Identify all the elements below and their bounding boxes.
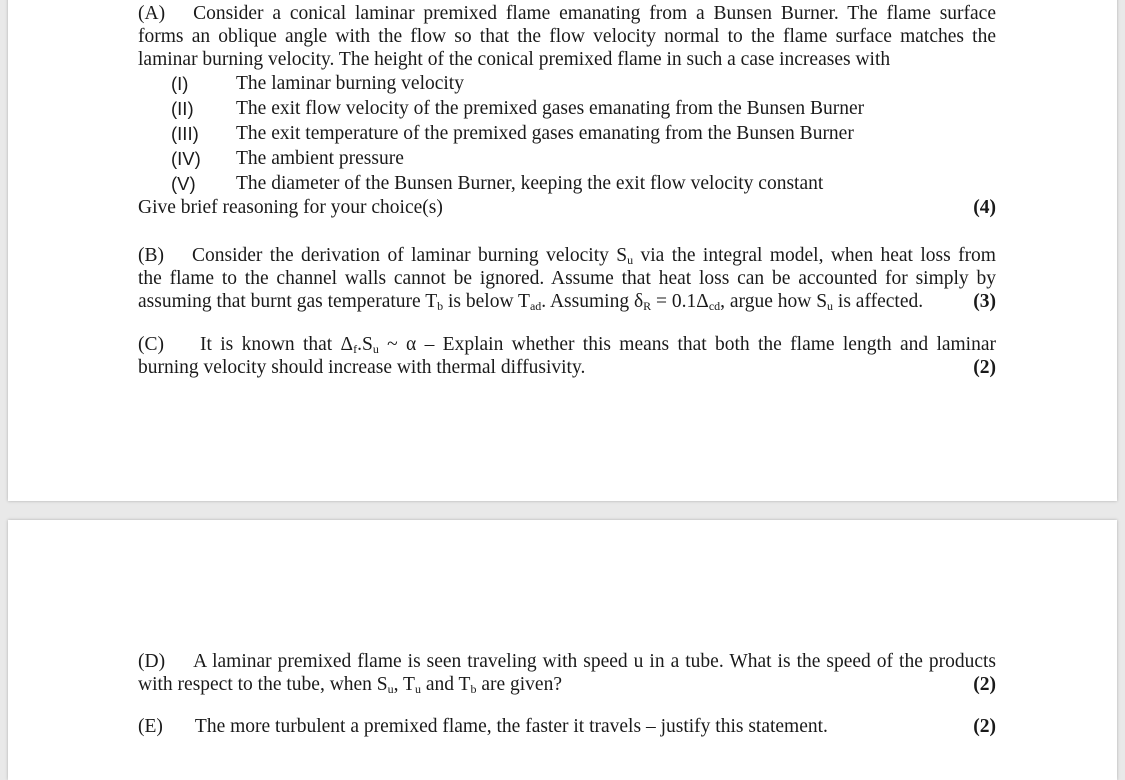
- question-d-label: (D): [138, 651, 166, 672]
- question-e-marks: (2): [973, 716, 996, 737]
- option-2: (II) The exit flow velocity of the premixed gases emanating from the Bunsen Burner: [171, 98, 865, 119]
- question-b-line-2: the flame to the channel walls cannot be ignored. Assume that heat loss can be accounted for simply by: [138, 268, 996, 289]
- question-a-closing: Give brief reasoning for your choice(s) (4): [138, 197, 996, 218]
- page-1: [8, 0, 1117, 501]
- page-2: [8, 520, 1117, 780]
- question-d-marks: (2): [973, 674, 996, 695]
- question-a-label: (A): [138, 3, 166, 24]
- question-b-line-1: (B) Consider the derivation of laminar burning velocity $S_u$ via the integral model, when heat loss from: [138, 245, 996, 267]
- question-d-line-2: with respect to the tube, when $S_u$, $T_u$ and $T_b$ are given? (2): [138, 674, 996, 696]
- question-a-line-3: laminar burning velocity. The height of the conical premixed flame in such a case increases with: [138, 49, 891, 70]
- option-5: (V) The diameter of the Bunsen Burner, keeping the exit flow velocity constant: [171, 173, 824, 194]
- question-b-line-3: assuming that burnt gas temperature $T_b$ is below $T_{ad}$. Assuming $\delta_R = 0.1\Delta_{cd}$, argue how $S_u$ is affected. (3): [138, 291, 996, 313]
- question-c-label: (C): [138, 334, 164, 355]
- question-d-line-1: (D) A laminar premixed flame is seen traveling with speed u in a tube. What is the speed of the products: [138, 651, 996, 672]
- option-1: (I) The laminar burning velocity: [171, 73, 464, 94]
- question-e: [138, 715, 996, 738]
- question-a-line-2: forms an oblique angle with the flow so that the flow velocity normal to the flame surface matches the: [138, 26, 996, 47]
- question-c-marks: (2): [973, 357, 996, 378]
- question-b-label: (B): [138, 245, 164, 266]
- question-a-marks: (4): [973, 197, 996, 218]
- option-3: (III) The exit temperature of the premixed gases emanating from the Bunsen Burner: [171, 123, 854, 144]
- question-c-line-1: (C) It is known that $\Delta_f.S_u$ ~ α – Explain whether this means that both the flame length and laminar: [138, 334, 996, 356]
- question-b: [138, 244, 996, 313]
- question-e-label: (E): [138, 716, 163, 737]
- question-b-marks: (3): [973, 291, 996, 312]
- question-a-line-1: (A) Consider a conical laminar premixed flame emanating from a Bunsen Burner. The flame surface: [138, 3, 996, 24]
- question-a: [138, 2, 996, 219]
- question-c: [138, 333, 996, 379]
- question-e-line-1: (E) The more turbulent a premixed flame, the faster it travels – justify this statement. (2): [138, 716, 996, 737]
- option-4: (IV) The ambient pressure: [171, 148, 404, 169]
- question-d: [138, 650, 996, 696]
- question-c-line-2: burning velocity should increase with thermal diffusivity. (2): [138, 357, 996, 378]
